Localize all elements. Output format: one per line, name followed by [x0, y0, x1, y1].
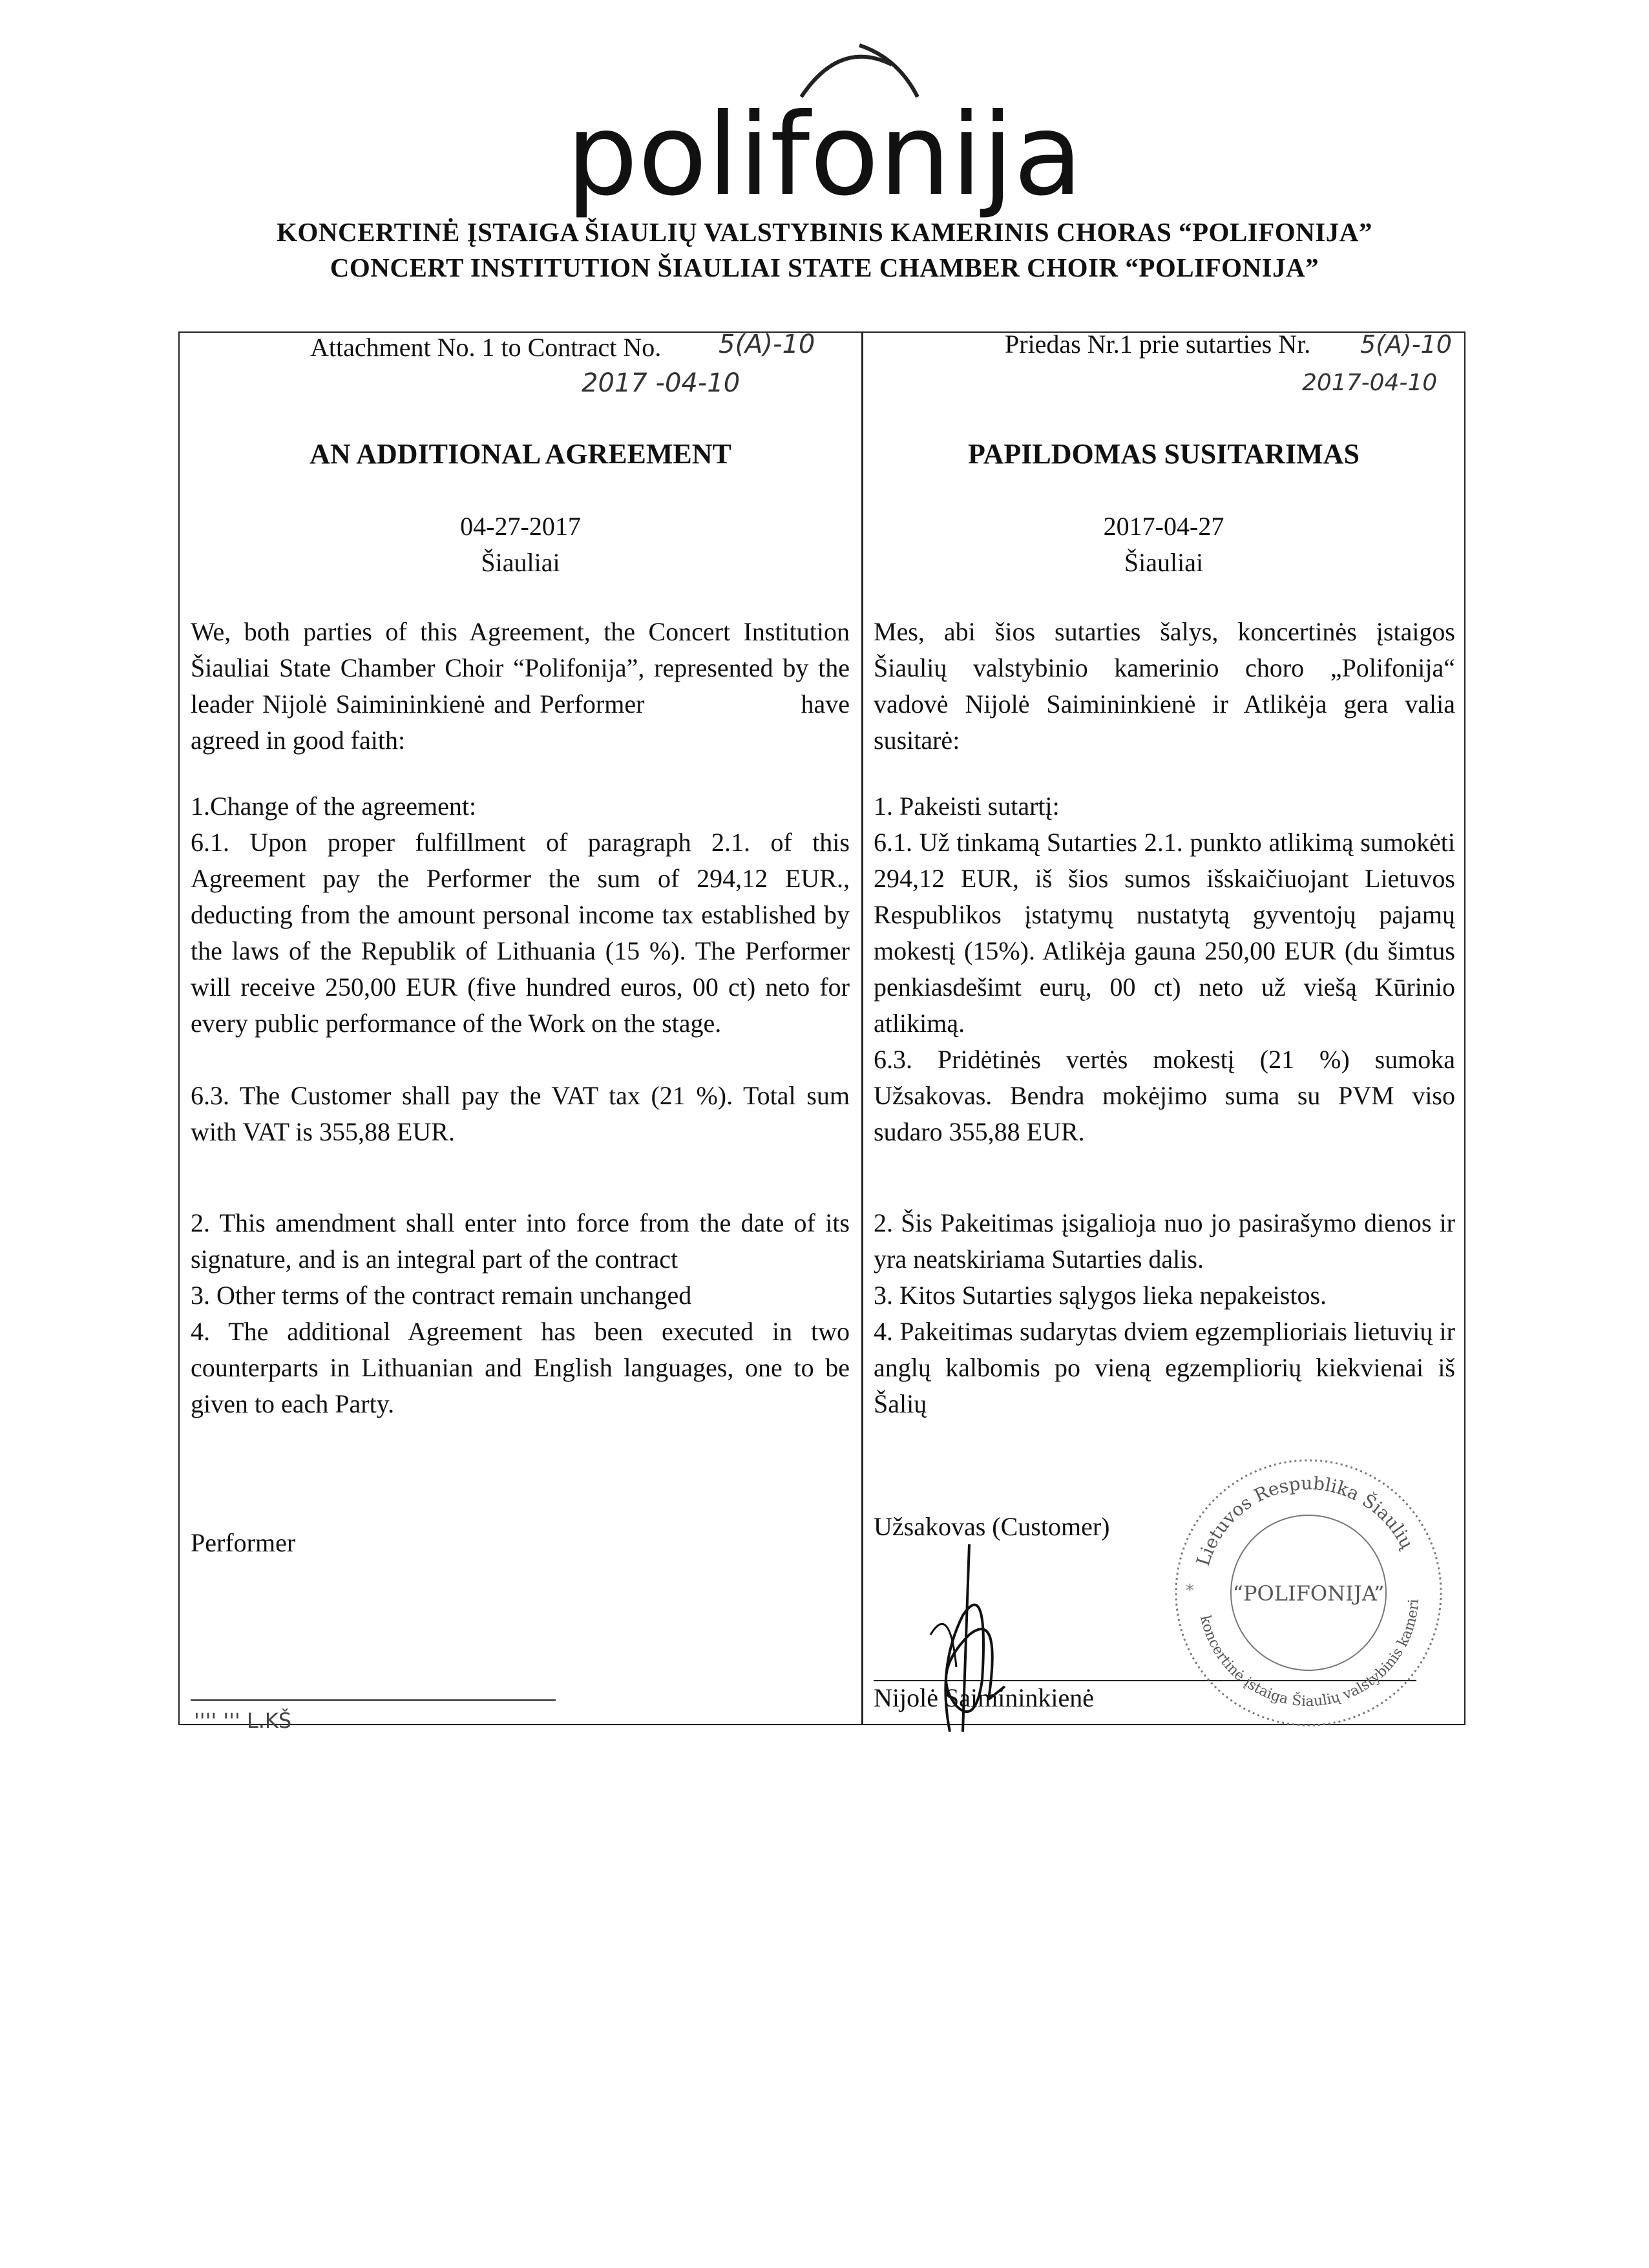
- en-paragraph-3: 3. Other terms of the contract remain unchanged: [191, 1281, 692, 1310]
- lt-attachment-label: Priedas Nr.1 prie sutarties Nr.: [1005, 330, 1311, 359]
- logo-graphic: [0, 19, 1649, 220]
- svg-text:*: *: [1186, 1581, 1194, 1601]
- en-change-title: 1.Change of the agreement:: [191, 792, 477, 821]
- lt-paragraph-6-1: 6.1. Už tinkamą Sutarties 2.1. punkto atlikimą sumokėti 294,12 EUR, iš šios sumos išskaičiuojant Lietuvos Respublikos įstatymų nustatytą gyventojų pajamų mokestį (15%). Atlikėja gauna 250,00 EUR (du šimtus penkiasdešimt eurų, 00 ct) neto už viešą Kūrinio atlikimą.: [874, 828, 1455, 1038]
- lt-change-title: 1. Pakeisti sutartį:: [874, 792, 1060, 821]
- lt-title: PAPILDOMAS SUSITARIMAS: [968, 438, 1360, 470]
- lt-paragraph-6-3: 6.3. Pridėtinės vertės mokestį (21 %) sumoka Užsakovas. Bendra mokėjimo suma su PVM viso sudaro 355,88 EUR.: [874, 1045, 1455, 1146]
- stamp-graphic: [1160, 1451, 1457, 1735]
- lt-paragraph-2: 2. Šis Pakeitimas įsigalioja nuo jo pasirašymo dienos ir yra neatskiriama Sutarties dalis.: [874, 1208, 1455, 1274]
- lt-intro: Mes, abi šios sutarties šalys, koncertinės įstaigos Šiaulių valstybinio kamerinio choro „Polifonija“ vadovė Nijolė Saimininkienė ir Atlikėja gera valia susitarė:: [874, 617, 1455, 755]
- en-contract-date-handwritten: 2017 -04-10: [582, 368, 740, 398]
- stamp-center-text: “POLIFONIJA”: [1232, 1581, 1385, 1606]
- en-date: 04-27-2017: [460, 512, 581, 541]
- polifonija-logo: [0, 19, 1649, 220]
- lt-city: Šiauliai: [1124, 548, 1204, 577]
- lt-date: 2017-04-27: [1103, 512, 1224, 541]
- stamp-bottom-text: koncertinė įstaiga Šiaulių valstybinis kameri: [1197, 1599, 1422, 1710]
- performer-signature-line: [191, 1699, 556, 1701]
- lt-signatory-name: Nijolė Saimininkienė: [874, 1683, 1095, 1712]
- en-paragraph-4: 4. The additional Agreement has been executed in two counterparts in Lithuanian and English languages, one to be given to each Party.: [191, 1317, 850, 1418]
- institution-stamp: [1160, 1451, 1457, 1735]
- svg-text:Lietuvos Respublika Šiaulių: [1192, 1473, 1418, 1568]
- org-name-en: CONCERT INSTITUTION ŠIAULIAI STATE CHAMBER CHOIR “POLIFONIJA”: [330, 253, 1319, 282]
- logo-wordmark: polifonija: [566, 90, 1083, 220]
- en-paragraph-6-1: 6.1. Upon proper fulfillment of paragraph 2.1. of this Agreement pay the Performer the sum of 294,12 EUR., deducting from the amount personal income tax established by the laws of the Republik of Lithuania (15 %). The Performer will receive 250,00 EUR (five hundred euros, 00 ct) neto for every public performance of the Work on the stage.: [191, 828, 850, 1038]
- org-name-lt: KONCERTINĖ ĮSTAIGA ŠIAULIŲ VALSTYBINIS KAMERINIS CHORAS “POLIFONIJA”: [277, 217, 1372, 247]
- lt-customer-label: Užsakovas (Customer): [874, 1512, 1110, 1541]
- en-attachment-label: Attachment No. 1 to Contract No.: [310, 333, 662, 362]
- stamp-ring-text: Lietuvos Respublika Šiaulių: [1192, 1472, 1418, 1569]
- en-intro: We, both parties of this Agreement, the Concert Institution Šiauliai State Chamber Choir “Polifonija”, represented by the leader Nijolė Saimininkienė and Performer have agreed in good faith:: [191, 617, 856, 755]
- performer-name-faint: '''' ''' L.KŠ: [194, 1708, 292, 1733]
- lt-contract-date-handwritten: 2017-04-10: [1302, 370, 1438, 396]
- en-paragraph-6-3: 6.3. The Customer shall pay the VAT tax (21 %). Total sum with VAT is 355,88 EUR.: [191, 1081, 850, 1146]
- lt-paragraph-4: 4. Pakeitimas sudarytas dviem egzemplioriais lietuvių ir anglų kalbomis po vieną egzempliorių kiekvienai iš Šalių: [874, 1317, 1455, 1418]
- signature-graphic: [892, 1538, 1034, 1745]
- en-city: Šiauliai: [481, 548, 560, 577]
- en-title: AN ADDITIONAL AGREEMENT: [310, 438, 731, 470]
- lt-paragraph-3: 3. Kitos Sutarties sąlygos lieka nepakeistos.: [874, 1281, 1327, 1310]
- lt-contract-no-handwritten: 5(A)-10: [1360, 330, 1452, 359]
- en-paragraph-2: 2. This amendment shall enter into force from the date of its signature, and is an integral part of the contract: [191, 1208, 850, 1274]
- en-performer-label: Performer: [191, 1528, 296, 1557]
- en-contract-no-handwritten: 5(A)-10: [719, 330, 815, 359]
- customer-signature: [892, 1538, 1034, 1745]
